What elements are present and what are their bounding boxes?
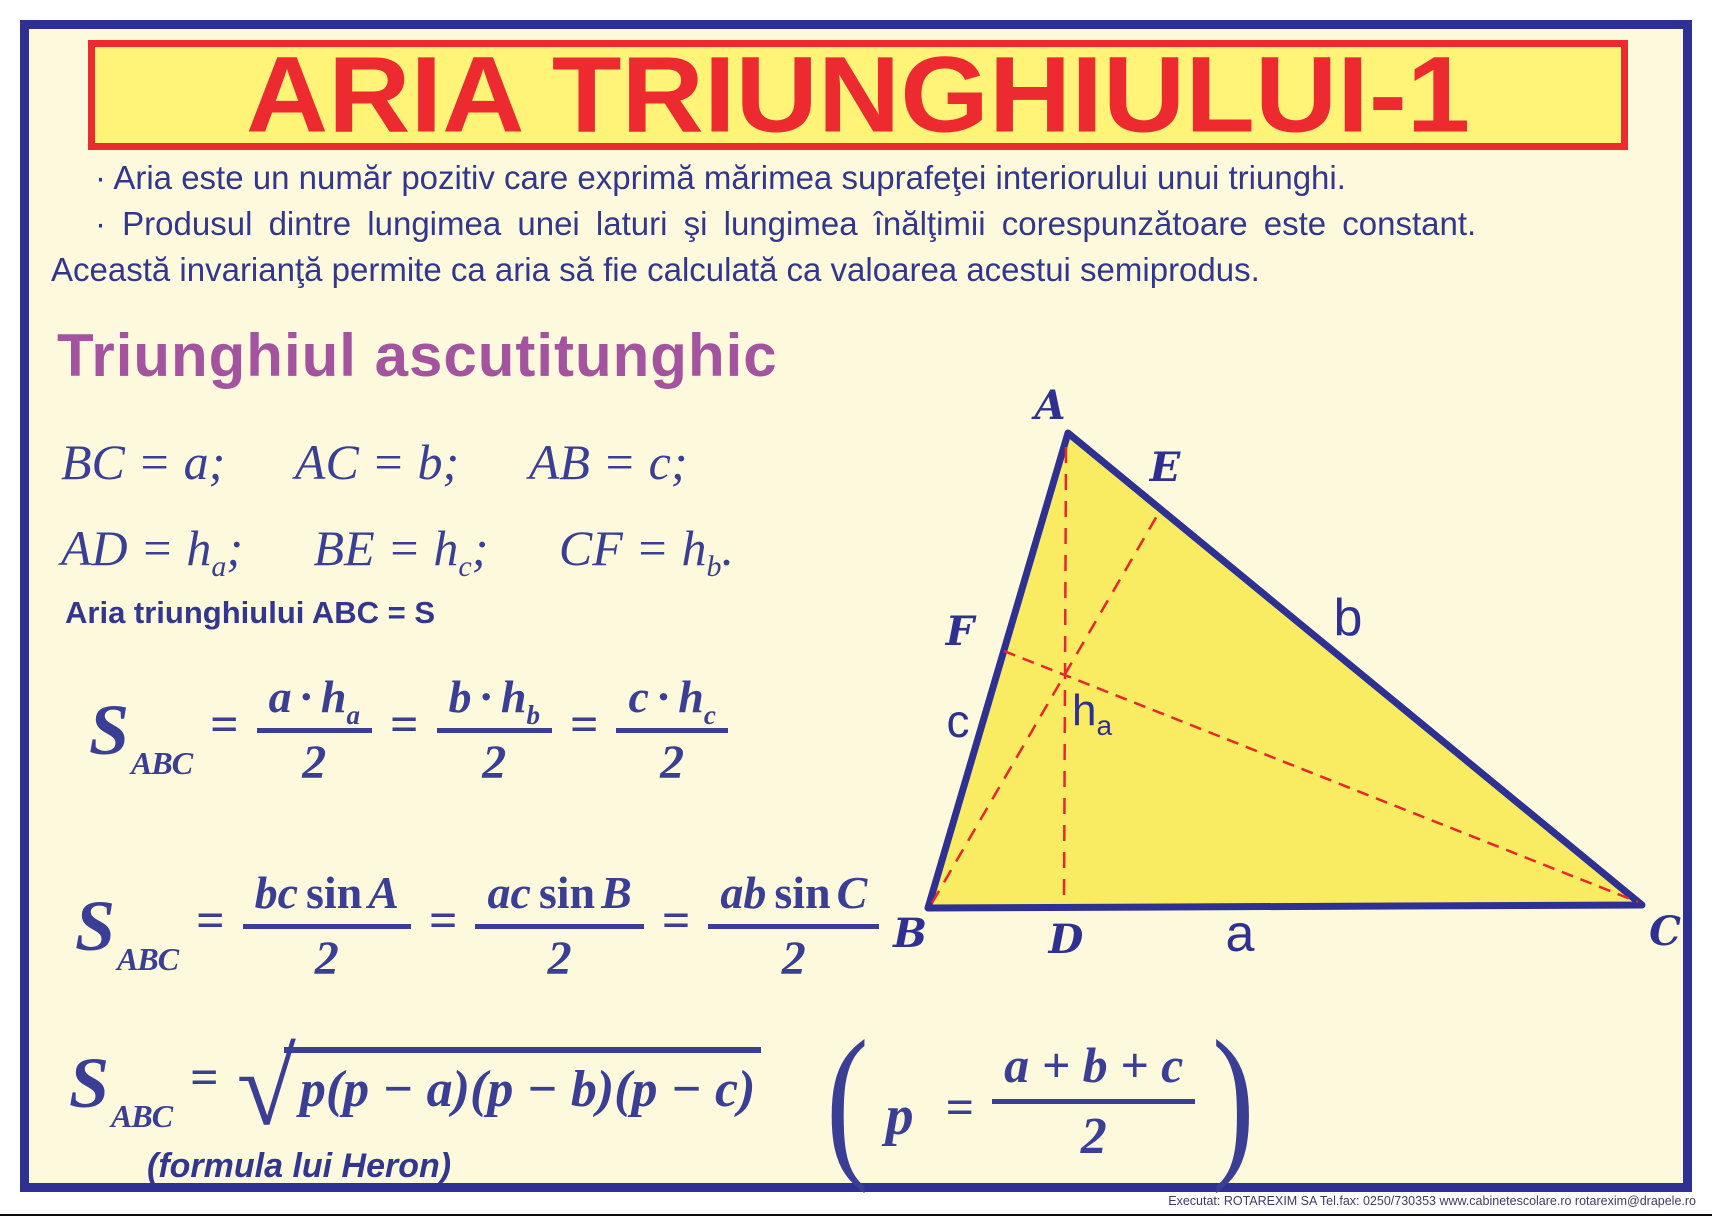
formula-semiperimeter [819,1006,1262,1195]
fraction-ac-sinB: $\frac{\text{ac sin B}}{2}$ [475,867,643,986]
height-label-ha: $h_a$ [1071,686,1113,741]
close-paren: ) [1212,1006,1255,1195]
title-banner [88,40,1628,150]
triangle-shape [928,433,1642,908]
definitions-heights [61,519,734,584]
fraction-c-hc: $\frac{c \cdot h_c}{2}$ [616,671,727,790]
s-abc-symbol: SABC [89,690,193,782]
fraction-a-ha: $\frac{a \cdot h_a}{2}$ [257,671,372,790]
def-cf: CF = $h_b$. [558,520,734,583]
vertex-label-E: E [1149,444,1181,491]
section-heading: Triunghiul ascutitunghic [57,322,778,389]
page-title: ARIA TRIUNGHIULUI-1 [245,40,1471,150]
open-paren: ( [826,1006,869,1195]
intro-paragraphs [51,155,1663,293]
def-ad: AD = $h_a$; [61,520,244,583]
fraction-semiperimeter: $\frac{a + b + c}{2}$ [992,1037,1195,1165]
def-bc: BC = a; [61,434,226,490]
vertex-label-C: C [1649,908,1681,955]
def-ac: AC = b; [294,434,460,490]
intro-line-2: · Produsul dintre lungimea unei laturi şi lungimea înălţimii corespunzătoare este constant. [95,205,1477,242]
heron-caption: (formula lui Heron) [147,1147,452,1185]
radical-sign: √ [236,1029,296,1148]
heron-radicand: p(p − a)(p − b)(p − c) [284,1047,762,1118]
publisher-credits: Executat: ROTAREXIM SA Tel.fax: 0250/730353 www.cabinetescolare.ro rotarexim@drapele.ro [1168,1194,1696,1208]
intro-line-1: · Aria este un număr pozitiv care exprimă mărimea suprafeţei interiorului unui triunghi. [95,159,1346,196]
fraction-b-hb: $\frac{b \cdot h_b}{2}$ [437,671,552,790]
side-label-c: c [946,695,970,747]
def-ab: AB = c; [528,434,688,490]
equals-sign: = [428,892,458,949]
fraction-ab-sinC: $\frac{\text{ab sin C}}{2}$ [708,867,879,986]
formula-heron [69,1029,761,1148]
vertex-label-A: A [1034,385,1066,429]
intro-line-3: Această invarianţă permite ca aria să fie calculată ca valoarea acestui semiprodus. [51,251,1260,288]
vertex-label-D: D [1048,916,1084,960]
s-abc-symbol: SABC [69,1042,173,1134]
vertex-label-F: F [945,608,975,655]
triangle-diagram [820,385,1690,965]
formula-sine [75,867,879,986]
equals-sign: = [945,1078,975,1135]
equals-sign: = [390,696,419,753]
side-label-b: b [1333,589,1363,647]
vertex-label-B: B [893,910,927,957]
equals-sign: = [210,696,239,753]
triangle-svg [820,385,1690,960]
area-definition-label: Aria triunghiului ABC = S [65,595,436,630]
definitions-sides [61,433,745,491]
side-label-a: a [1225,905,1255,960]
equals-sign: = [569,696,599,753]
formula-base-height [89,671,728,790]
equals-sign: = [196,892,225,949]
fraction-bc-sinA: $\frac{\text{bc sin A}}{2}$ [243,867,411,986]
def-be: BE = $h_c$; [313,520,489,583]
s-abc-symbol: SABC [75,886,179,978]
p-symbol: p [885,1084,914,1147]
equals-sign: = [190,1048,219,1105]
equals-sign: = [661,892,691,949]
